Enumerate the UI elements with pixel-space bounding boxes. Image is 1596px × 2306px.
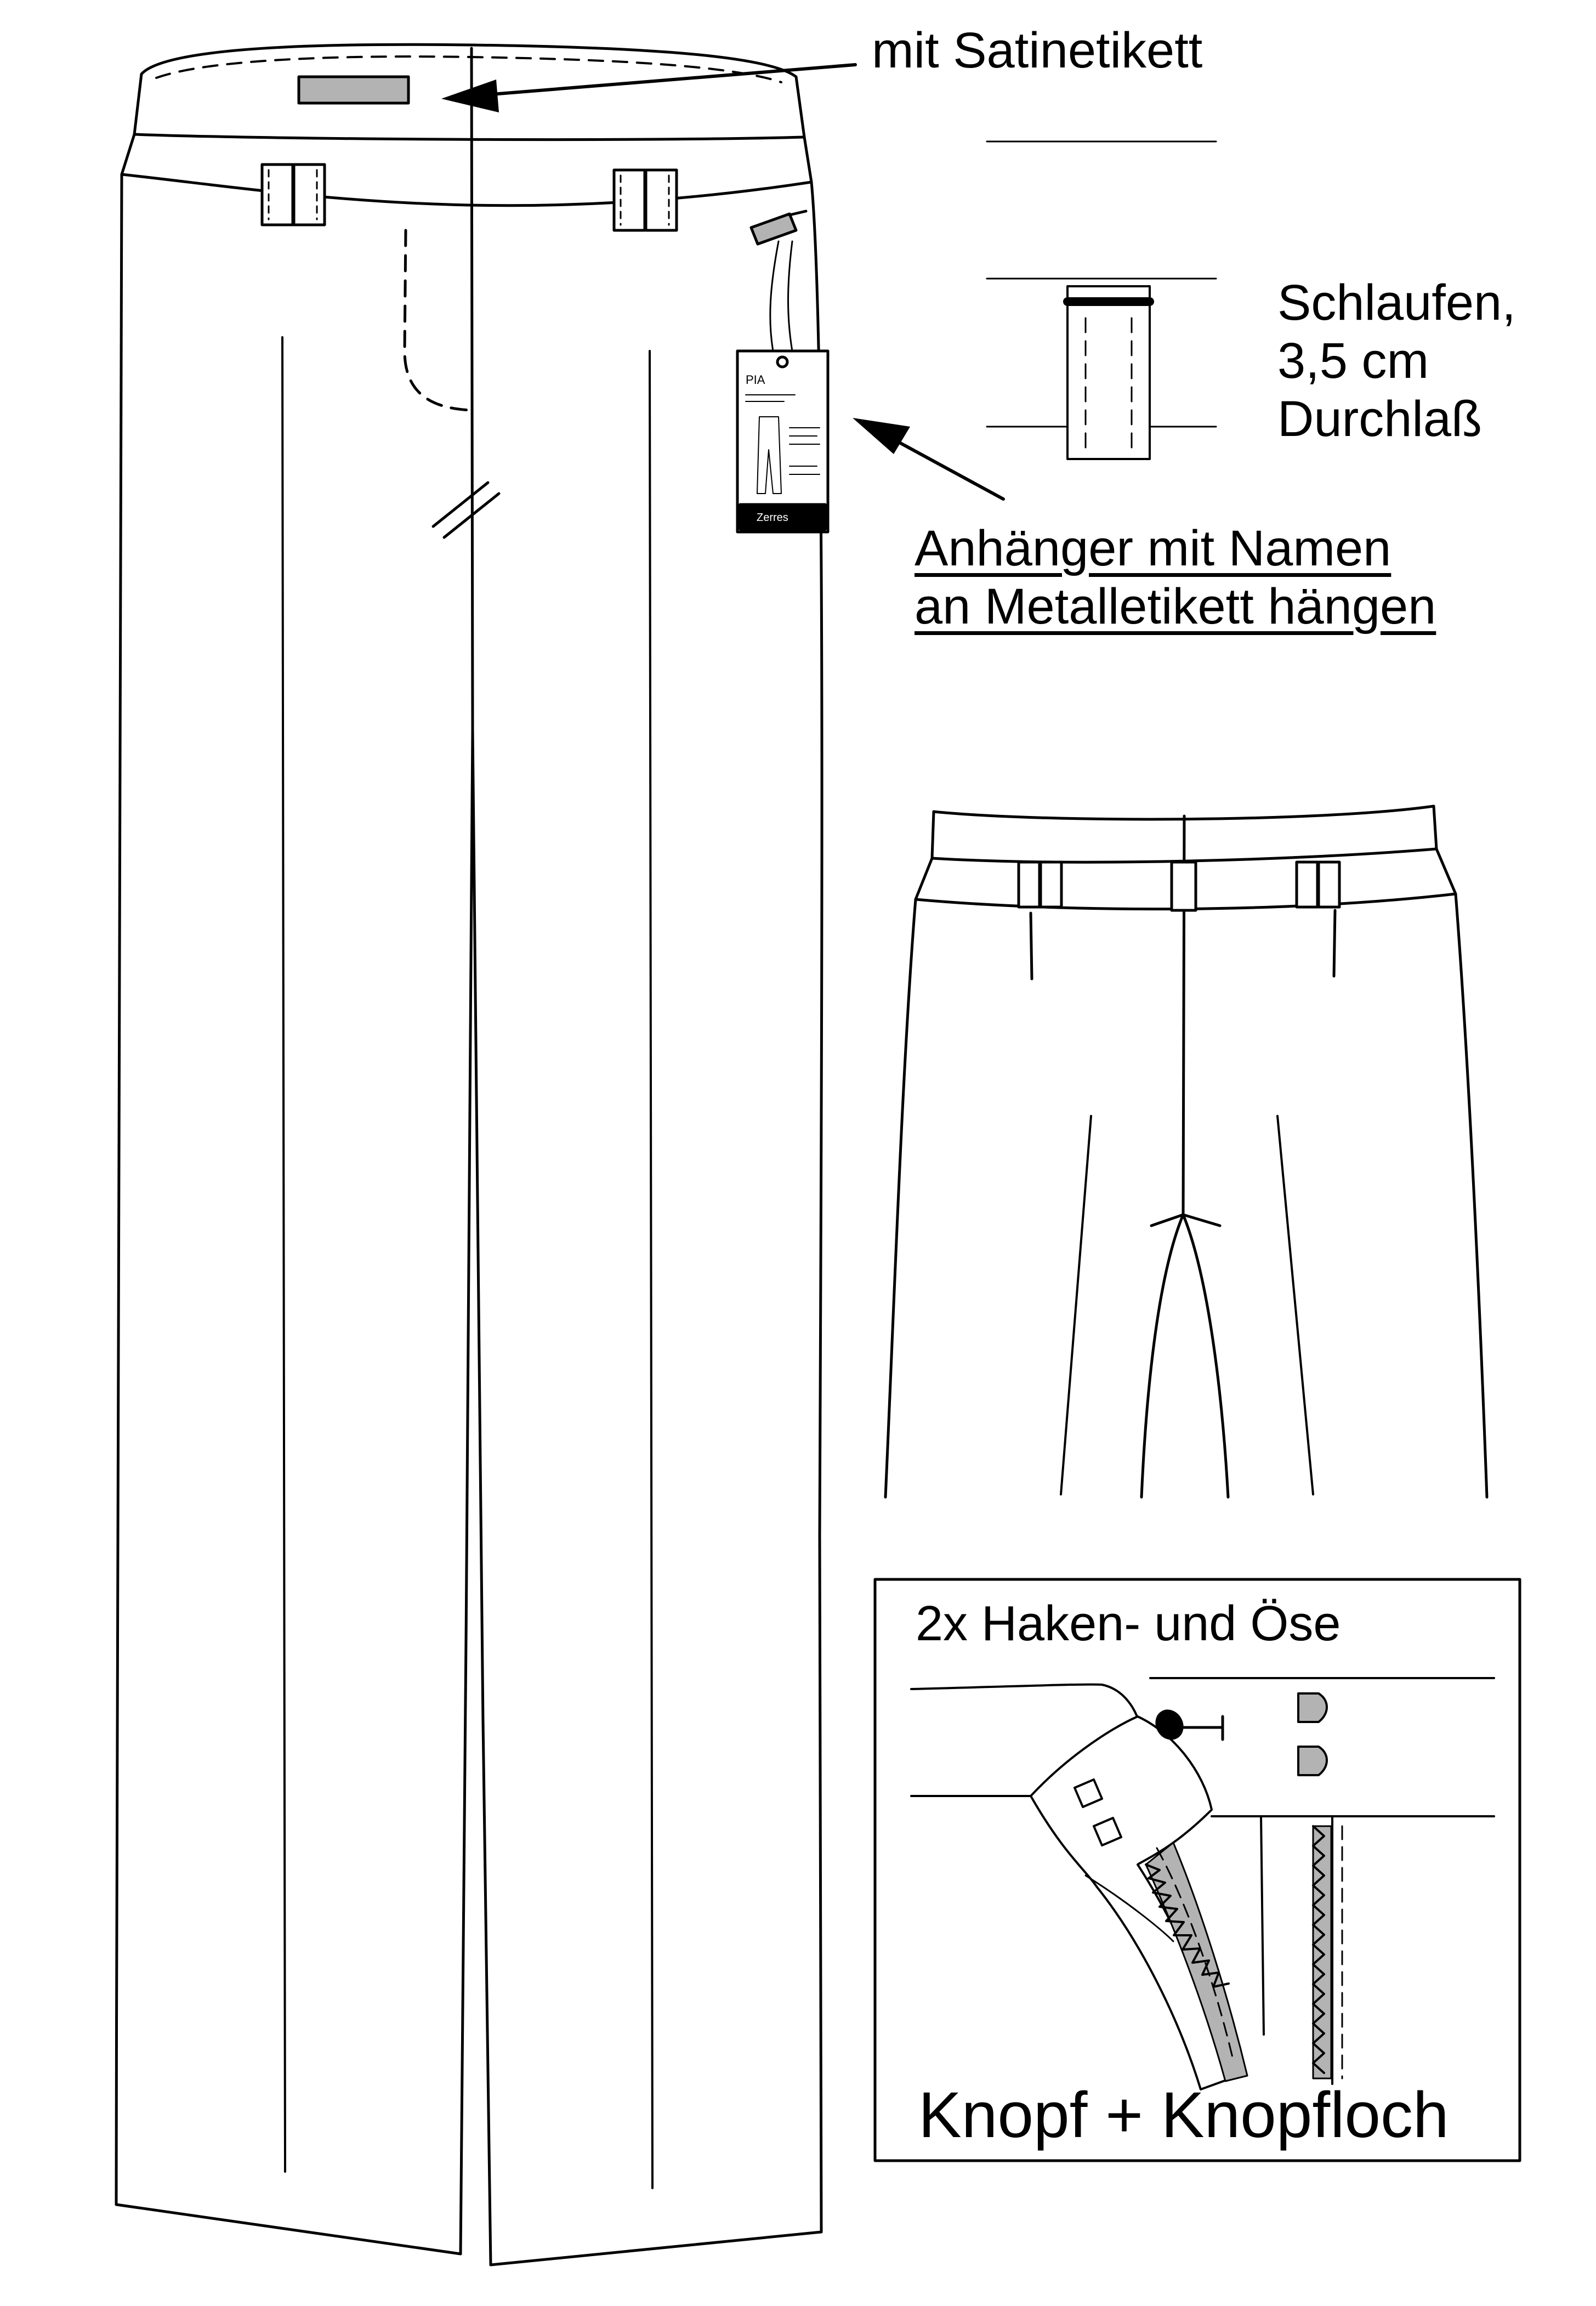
closure-detail-box (875, 1579, 1520, 2161)
back-belt-loop-left (1019, 862, 1061, 907)
front-left-crease (282, 337, 285, 2172)
satin-label-text: mit Satinetikett (872, 22, 1203, 78)
hang-tag-brand: Zerres (757, 512, 788, 524)
eye-2 (1298, 1747, 1327, 1775)
hang-tag-arrow (853, 418, 910, 454)
front-belt-loop-left (262, 165, 325, 225)
front-waistband-left-side (134, 74, 141, 134)
front-waistband-right-side (796, 77, 804, 137)
front-waistband-bottom (122, 174, 811, 206)
front-left-hem (116, 2205, 461, 2254)
back-belt-loop-right (1297, 862, 1339, 907)
front-right-inseam (473, 729, 491, 2265)
belt-loop-caption (1277, 274, 1516, 448)
belt-loop-caption-line-2: 3,5 cm (1277, 332, 1429, 389)
back-right-outer-seam (1456, 894, 1487, 1497)
front-left-inseam (461, 729, 473, 2254)
back-belt-loop-center (1172, 862, 1196, 910)
fly-stitching (405, 230, 472, 410)
metal-label (751, 211, 806, 351)
front-waistband-seam (134, 134, 804, 140)
front-right-hem (491, 2232, 821, 2265)
front-right-crease (650, 351, 652, 2188)
belt-loop-caption-line-3: Durchlaß (1277, 390, 1483, 447)
button-caption: Knopf + Knopfloch (918, 2079, 1449, 2151)
back-right-inseam (1183, 1215, 1228, 1497)
hang-tag (737, 351, 828, 532)
front-view (116, 44, 1003, 2265)
hang-tag-name: PIA (746, 373, 765, 387)
satin-label-arrow (441, 80, 499, 112)
back-left-inseam (1141, 1215, 1183, 1497)
belt-loop-caption-line-1: Schlaufen, (1277, 275, 1516, 331)
hooks-caption: 2x Haken- und Öse (916, 1596, 1341, 1651)
eye-1 (1298, 1693, 1327, 1722)
front-left-outer-seam (116, 174, 122, 2205)
belt-loop-sample (1067, 286, 1150, 459)
belt-loop-detail (987, 141, 1216, 459)
hangtag-instruction-line-2: an Metalletikett hängen (915, 578, 1436, 634)
front-belt-loop-right (614, 170, 677, 230)
hangtag-instruction-text (915, 520, 1436, 636)
satin-label (299, 77, 408, 103)
back-view (885, 806, 1487, 1497)
hangtag-instruction-line-1: Anhänger mit Namen (915, 520, 1391, 576)
front-center-line (472, 48, 473, 729)
back-left-outer-seam (885, 899, 916, 1497)
front-waistband-top (141, 44, 796, 77)
